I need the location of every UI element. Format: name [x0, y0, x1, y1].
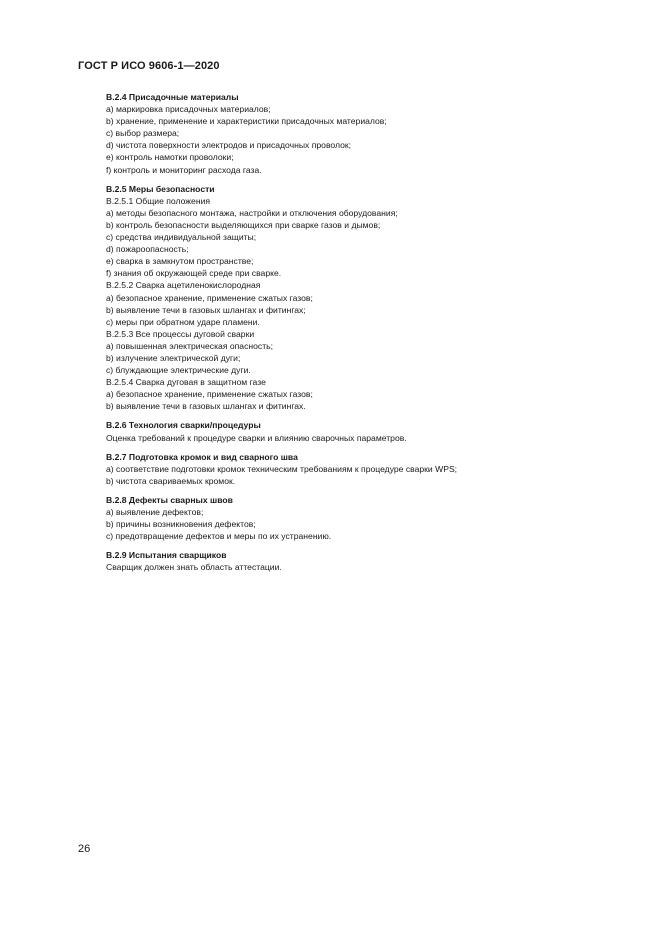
- section-line: b) выявление течи в газовых шлангах и фитингах;: [106, 304, 306, 315]
- section-line: В.2.5.2 Сварка ацетиленокислородная: [106, 280, 261, 291]
- section-line: b) контроль безопасности выделяющихся при сварке газов и дымов;: [106, 219, 381, 230]
- section-title: В.2.6 Технология сварки/процедуры: [106, 420, 261, 431]
- section-line: В.2.5.3 Все процессы дуговой сварки: [106, 328, 255, 339]
- sections-container: [106, 91, 606, 573]
- document-body: [106, 91, 606, 580]
- section-line: а) выявление дефектов;: [106, 507, 204, 517]
- section-line: Оценка требований к процедуре сварки и влиянию сварочных параметров.: [106, 432, 407, 443]
- section-line: c) предотвращение дефектов и меры по их устранению.: [106, 531, 332, 542]
- section-line: c) выбор размера;: [106, 128, 180, 139]
- section-title: В.2.8 Дефекты сварных швов: [106, 494, 233, 505]
- section-line: b) излучение электрической дуги;: [106, 352, 241, 363]
- section-line: а) безопасное хранение, применение сжатых газов;: [106, 389, 313, 400]
- section-line: c) меры при обратном ударе пламени.: [106, 316, 260, 327]
- section-line: Сварщик должен знать область аттестации.: [106, 562, 282, 573]
- section-title: В.2.5 Меры безопасности: [106, 183, 215, 194]
- section: [106, 494, 606, 542]
- section-line: f) контроль и мониторинг расхода газа.: [106, 164, 262, 175]
- section-line: а) методы безопасного монтажа, настройки и отключения оборудования;: [106, 207, 398, 218]
- section-line: c) средства индивидуальной защиты;: [106, 232, 257, 243]
- section-title: В.2.7 Подготовка кромок и вид сварного шва: [106, 451, 298, 462]
- section-line: В.2.5.4 Сварка дуговая в защитном газе: [106, 377, 266, 388]
- section-line: b) хранение, применение и характеристики присадочных материалов;: [106, 116, 387, 127]
- section-line: e) контроль намотки проволоки;: [106, 152, 234, 163]
- section-line: В.2.5.1 Общие положения: [106, 195, 211, 206]
- section: [106, 419, 606, 443]
- section-line: b) причины возникновения дефектов;: [106, 519, 256, 530]
- section: [106, 549, 606, 573]
- section-line: а) соответствие подготовки кромок техническим требованиям к процедуре сварки WPS;: [106, 463, 458, 474]
- section-line: b) выявление течи в газовых шлангах и фитингах.: [106, 401, 306, 412]
- section-line: а) маркировка присадочных материалов;: [106, 104, 271, 115]
- section: [106, 91, 606, 176]
- document-header: ГОСТ Р ИСО 9606-1—2020: [78, 60, 220, 72]
- page-number: 26: [78, 843, 91, 855]
- section-line: а) повышенная электрическая опасность;: [106, 340, 274, 351]
- section: [106, 451, 606, 487]
- section-line: e) сварка в замкнутом пространстве;: [106, 256, 254, 267]
- section-title: В.2.9 Испытания сварщиков: [106, 550, 227, 561]
- section-line: а) безопасное хранение, применение сжатых газов;: [106, 292, 313, 303]
- section-title: В.2.4 Присадочные материалы: [106, 92, 239, 102]
- section-line: d) чистота поверхности электродов и присадочных проволок;: [106, 140, 352, 151]
- section-line: f) знания об окружающей среде при сварке.: [106, 268, 282, 279]
- section-line: d) пожароопасность;: [106, 244, 189, 255]
- section: [106, 183, 606, 413]
- section-line: b) чистота свариваемых кромок.: [106, 475, 236, 486]
- section-line: c) блуждающие электрические дуги.: [106, 365, 251, 376]
